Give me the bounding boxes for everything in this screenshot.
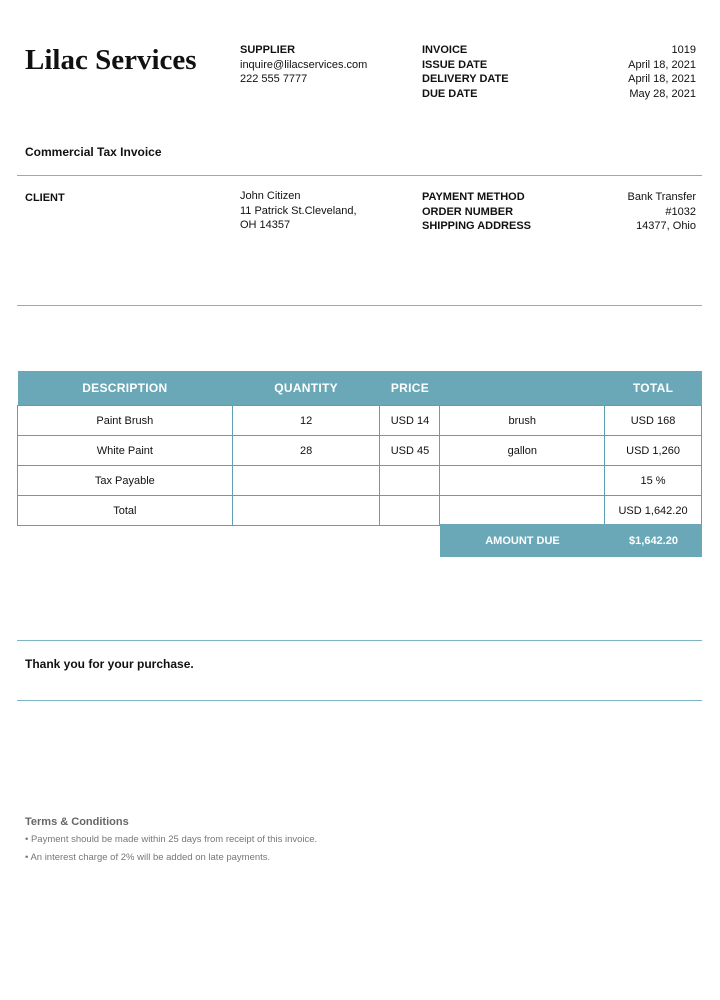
invoice-label: INVOICE [422,44,468,56]
supplier-phone: 222 555 7777 [240,73,308,85]
order-number-row [422,205,696,220]
shipping-address-label: SHIPPING ADDRESS [422,220,532,232]
supplier-email: inquire@lilacservices.com [240,58,368,71]
cell-quantity: 12 [232,406,380,436]
delivery-date-label: DELIVERY DATE [422,73,509,85]
table-row [18,436,702,466]
payment-method-value: Bank Transfer [627,191,696,203]
shipping-address-value: 14377, Ohio [636,220,696,232]
divider [17,305,702,306]
table-row [18,406,702,436]
cell-price: USD 45 [380,436,440,466]
delivery-date-row [422,72,696,87]
order-meta [422,190,696,234]
document-title: Commercial Tax Invoice [25,145,162,159]
cell-description: Paint Brush [18,406,233,436]
table-row [18,496,702,526]
payment-method-row [422,190,696,205]
cell-price [380,496,440,526]
client-address-line2: OH 14357 [240,219,291,231]
divider [17,700,702,701]
cell-description: White Paint [18,436,233,466]
shipping-address-row [422,219,696,234]
due-date-value: May 28, 2021 [629,87,696,100]
terms-section [25,816,317,870]
cell-price: USD 14 [380,406,440,436]
order-number-label: ORDER NUMBER [422,205,514,218]
thank-you-message: Thank you for your purchase. [25,657,194,671]
invoice-number: 1019 [671,44,696,56]
cell-quantity: 28 [232,436,380,466]
delivery-date-value: April 18, 2021 [628,73,696,85]
amount-due-label: AMOUNT DUE [485,534,560,547]
client-address-line1: 11 Patrick St.Cleveland, [240,204,357,217]
cell-unit [440,466,605,496]
supplier-block [240,43,367,87]
cell-quantity [232,496,380,526]
terms-title: Terms & Conditions [25,816,129,828]
issue-date-value: April 18, 2021 [628,58,696,71]
company-name: Lilac Services [25,44,197,76]
column-header-price: PRICE [380,371,440,406]
column-header-quantity: QUANTITY [232,371,380,406]
issue-date-label: ISSUE DATE [422,58,488,71]
due-date-label: DUE DATE [422,87,478,100]
amount-due-bar [440,524,702,557]
cell-unit [440,496,605,526]
divider [17,175,702,176]
divider [17,640,702,641]
terms-item: • An interest charge of 2% will be added on late payments. [25,852,271,863]
cell-total: USD 168 [605,406,702,436]
cell-price [380,466,440,496]
cell-total: 15 % [605,466,702,496]
line-items-table [17,371,702,526]
terms-item: • Payment should be made within 25 days from receipt of this invoice. [25,834,318,845]
column-header-description: DESCRIPTION [18,371,233,406]
supplier-label: SUPPLIER [240,44,296,56]
table-row [18,466,702,496]
amount-due-value: $1,642.20 [629,534,678,547]
client-details [240,189,357,233]
cell-unit: gallon [440,436,605,466]
cell-total: USD 1,642.20 [605,496,702,526]
issue-date-row [422,58,696,73]
payment-method-label: PAYMENT METHOD [422,191,525,203]
invoice-meta [422,43,696,101]
client-name: John Citizen [240,190,301,202]
cell-total: USD 1,260 [605,436,702,466]
cell-description: Tax Payable [18,466,233,496]
table-header-row [18,371,702,406]
order-number-value: #1032 [665,205,696,218]
cell-description: Total [18,496,233,526]
client-label: CLIENT [25,192,65,204]
invoice-number-row [422,43,696,58]
column-header-unit [440,371,605,406]
due-date-row [422,87,696,102]
cell-unit: brush [440,406,605,436]
cell-quantity [232,466,380,496]
column-header-total: TOTAL [605,371,702,406]
